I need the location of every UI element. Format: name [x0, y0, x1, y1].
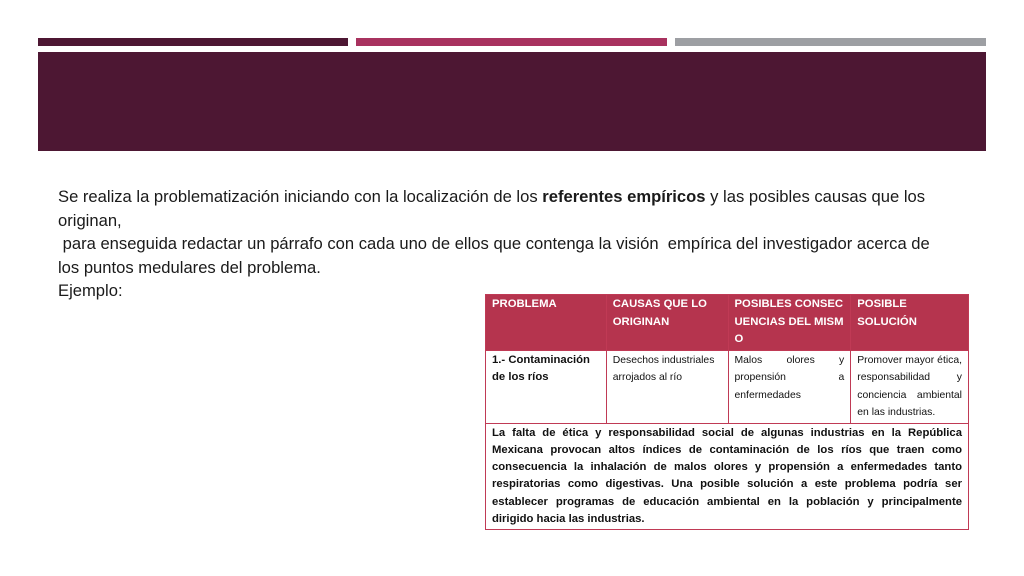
paragraph-description: para enseguida redactar un párrafo con cada uno de ellos que contenga la visión empírica del investigador acerca de los puntos medulares del problema. [58, 234, 935, 277]
accent-stripe-dark [38, 38, 348, 46]
header-solucion: POSIBLE SOLUCIÓN [851, 295, 969, 351]
paragraph-example-label: Ejemplo: [58, 281, 123, 300]
accent-stripe-gray [675, 38, 986, 46]
example-table [485, 294, 969, 530]
cell-solution: Promover mayor ética, responsabilidad y conciencia ambiental en las industrias. [851, 350, 969, 423]
intro-text-end: y las posibles causas que los originan, [58, 187, 926, 230]
intro-bold-term: referentes empíricos [542, 187, 706, 206]
paragraph-intro [58, 185, 988, 232]
cell-causes: Desechos industriales arrojados al río [606, 350, 728, 423]
cell-summary: La falta de ética y responsabilidad social de algunas industrias en la República Mexicana provocan altos índices de contaminación de los ríos que traen como consecuencia la inhalación de malos olores y propensión a enfermedades tanto respiratorias como digestivas. Una posible solución a este problema podría ser establecer programas de educación ambiental en la población y principalmente dirigido hacia las industrias. [486, 423, 969, 530]
header-causas: CAUSAS QUE LO ORIGINAN [606, 295, 728, 351]
table-summary-row [486, 423, 969, 530]
table-row [486, 350, 969, 423]
table-header-row [486, 295, 969, 351]
cell-consequences: Malos olores y propensión a enfermedades [728, 350, 851, 423]
header-consecuencias: POSIBLES CONSECUENCIAS DEL MISMO [728, 295, 851, 351]
body-text [58, 185, 988, 303]
cell-problem: 1.- Contaminación de los ríos [486, 350, 607, 423]
intro-text: Se realiza la problematización iniciando con la localización de los [58, 187, 543, 206]
header-problema: PROBLEMA [486, 295, 607, 351]
accent-stripe-magenta [356, 38, 667, 46]
title-band [38, 52, 986, 151]
